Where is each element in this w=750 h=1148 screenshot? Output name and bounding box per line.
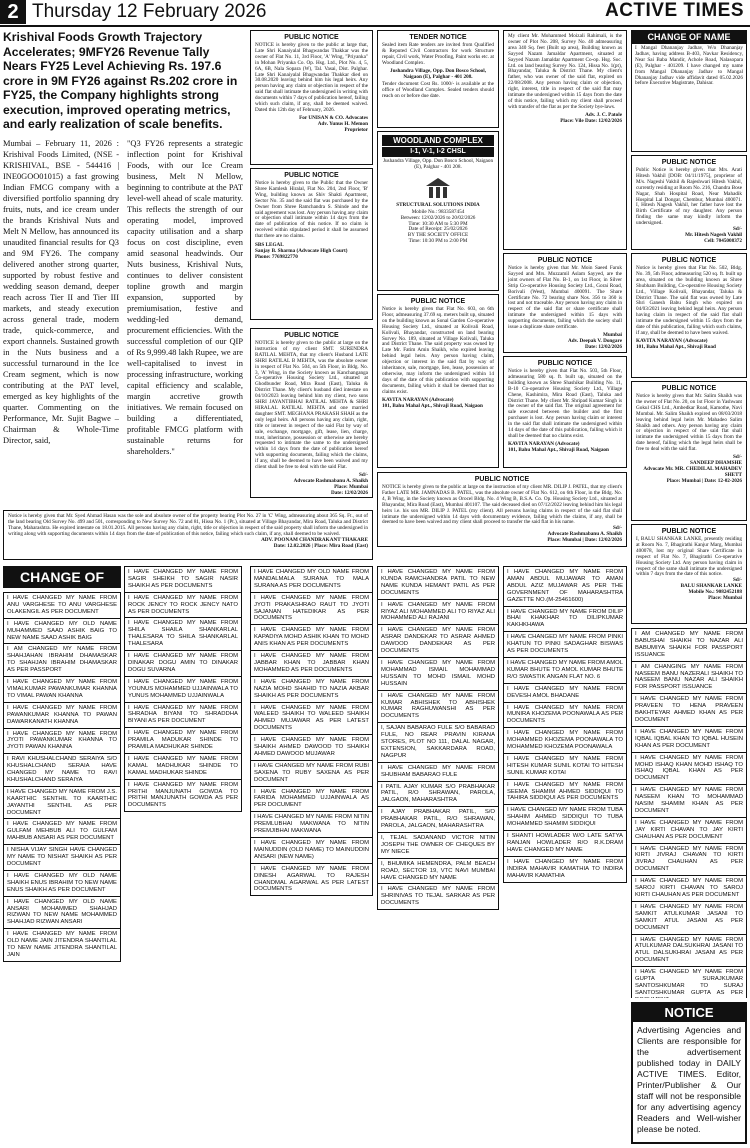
disclaimer-body: Advertising Agencies and Clients are responsible for the advertisement published today in DAILY ACTIVE TIMES. Editor, Printer/Publisher & Our staff will not be responsible for any advertising agency Readers and Well-wisher please be noted.	[637, 1025, 741, 1134]
notice-signature: KAVITA NARAYAN (Advocate) 101, Bahu Mahal Apt., Shivaji Road, Naigaon	[508, 440, 609, 453]
coc-list-item: I HAVE CHANGED MY NAME FROM MOHAMMAD ISMAIL MOHAMMAD HUSSAIN TO MOHD ISMAIL MOHD HUSSAIN	[377, 658, 499, 691]
coc-list-item: I HAVE CHANGED MY NAME FROM JAY KIRTI CHAVAN TO JAY KIRTI CHAUHAN AS PER DOCUMENT	[631, 818, 747, 844]
coc-list-item: I HAVE CHANGED MY NAME FROM OLD NAME JAIN JITENDRA SHANTILAL TO NEW NAME JITENDRA SHANTILAL JAIN	[3, 929, 121, 962]
coc-list-item: I HAVE CHANGED MY NAME FROM TUBA SHAHIM AHMED SIDDIQUI TO TUBA MOHAMMED SHAMIM SIDDIQUI	[503, 805, 627, 831]
lead-body-right: "Q3 FY26 represents a strategic inflection point for Krishival Foods, with our Ice Cream business, Melt N Mellow, beginning to contribute at the PAT level-well ahead of scale maturity. This reflects the strength of our operating model, improved capacity utilisation and a sharp focus on cost discipline, even amid seasonal headwinds. Our Nuts business, Krishival Nuts, continues to deliver consistent topline growth and margin expansion, supported by premiumisation, festive and wedding-led demand, procurement efficiencies. With the successful completion of our QIP of Rs 9,999.48 lakh Rupee, we are well-capitalised to invest in processing infrastructure, working capital efficiency and scalable, margin accretive growth initiatives. We remain focused on building a differentiated, profitable FMCG platform with sustainable returns for shareholders."	[127, 138, 243, 456]
coc-column-3	[250, 566, 373, 1142]
coc-list-item: I HAVE CHANGED MY NAME FROM GULFAM MEHBUB ALI TO GULFAM MAHBUB ANSARI AS PER DOCUMENT	[3, 819, 121, 845]
coc-list-item: I, BHUMIKA HEMENDRA, PALM BEACH ROAD, SECTOR 19, VTC NAVI MUMBAI HAVE CHANGED MY NAME	[377, 859, 499, 885]
coc-list-item: I HAVE CHANGED MY NAME FROM DILIP BHAI KHAKHAR TO DILIPKUMAR KAKHKHAWA	[503, 607, 627, 633]
coc-list-item: I HAVE CHANGED MY NAME FROM JYOTI PAWANKUMAR KHANNA TO JYOTI PAWAN KHANNA	[3, 729, 121, 755]
notice-title: PUBLIC NOTICE	[284, 332, 339, 339]
coc-list-item: I HAVE CHANGED MY NAME FROM FARIDA MOHAMMED UJJAINWALA AS PER DOCUMENT	[250, 787, 373, 813]
notice-col4-9	[503, 356, 627, 468]
notice-signature: Sd/- SANDEEP DHAMSHE Advocate Mr. MR. CHEDILAL MAHADEV SHETT Place: Mumbai | Date: 12-02-2026	[643, 454, 742, 484]
coc-list-item: I HAVE CHANGED MY NAME FROM SEEMA SHAMIM AHMED SIDDIQUI TO TAHIRA SIDDIQUI AS PER DOCUMENTS	[503, 780, 627, 806]
coc-list-item: I RAVI KHUSHALCHAND SERAIYA S/O KHUSHALCHAND SERAIA HAVE CHANGED MY NAME TO RAVI KHUSHALCHAND SERAIYA	[3, 754, 121, 787]
notice-body: NOTICE is hereby given to the public at large on the instruction of my client SMT. SURENDRA RATILAL MEHTA, that my client's Husband LATE SHRI RATILAL B MEHTA, was the absolute owner in respect of Flat No. 504, on 5th Floor, in Bldg. No. 3, 'A' Wing, in the Society known as Kanchanganga Co-operative Housing Society Ltd., situated at Ghodbunder Road, Mira Road (East), Taluka & District Thane. My client's husband died intestate on 04/10/2023 leaving behind him my client, two sons SHRI JAYANTIBHAI RATILAL MEHTA & SHRI HIRALAL RATILAL MEHTA and one married daughter SMT. MEGHANA PRAKASH SHAH as the only legal heirs. All persons having any claim, right, title or interest in respect of the said Flat by way of sale, exchange, mortgage, gift, lease, lien, charge, trust, inheritance, possession or otherwise are hereby requested to intimate the same to the undersigned within 14 days from the date of publication hereof with supporting documents, failing which the claims, if any, shall be deemed to have been waived and my client shall be free to deal with the said Flat.	[255, 340, 368, 471]
coc-list-item: I HAVE CHANGED MY NAME FROM SAMKIT ATULKUMAR JASANI TO SAMKIT ATUL JASANI AS PER DOCUMENT	[631, 902, 747, 935]
coc-list-item: I HAVE CHANGED MY OLD NAME FROM MANDALMALA SURANA TO MALA SURANA AS PER DOCUMENTS	[250, 566, 373, 593]
coc-list-item: I HAVE CHANGED MY OLD NAME MUHAMMED SAAD ASHIK BAIG TO NEW NAME SAAD ASHIK BAIG	[3, 619, 121, 645]
notice-body: Notice is hereby given that Flat No. 603, on 6th Floor, admeasuring 37.69 sq. meters built up, situated on the building known as Sonal Garden Co-operative Housing Society Ltd., situated at Kolivali Road, Kolivali, Bhayandar, constructed on land bearing Survey No. 189, situated at Village Kolivali, Taluka and District Thane. The said property was owned by Late Mr. Fatim Amin Shaikh, who expired leaving behind legal heirs. Any person having claim, objection or interest in the said flat by way of inheritance, sale, mortgage, lien, lease, possession or otherwise, may inform the undersigned within 14 days of the date of this publication with supporting documents, failing which it shall be deemed that no claims exist.	[382, 306, 494, 395]
notice-col6-13	[631, 524, 747, 624]
notice-title: PUBLIC NOTICE	[661, 257, 717, 264]
coc-list-item: I HAVE CHANGED MY NAME FROM GUPTA SURAJKUMAR SANTOSHKUMAR TO SURAJ SANTOSHKUMAR GUPTA AS PER	[631, 967, 747, 998]
notice-signature: For UNISAN & CO. Advocates Adv. Yunus H. Memon Proprietor	[299, 114, 368, 133]
coc-list-item: I HAVE CHANGED MY NAME FROM PRITHI MANJUNATH GOWDA TO PRITHI MANJUNATH GOWDA AS PER DOCUMENTS	[124, 780, 242, 813]
tender-badge: WOODLAND COMPLEX	[382, 135, 494, 146]
coc-list-item: I, SAJAN BABARAO FULE S/O BABARAO FULE, NO REAR PRAVIN KIRANA STORES, PLOT NO 111, DALAL NAGAR, EXTENSION, SAKKARDARA ROAD, NAGPUR	[377, 723, 499, 763]
notice-col4-7	[503, 30, 627, 250]
issue-date: Thursday 12 February 2026	[32, 1, 267, 22]
coc-list-item: I HAVE CHANGED MY NAME FROM DINESH AGARWAL TO RAJESH CHANDMAL AGARWAL AS PER LATEST DOCUMENTS	[250, 864, 373, 897]
notice-body: Notice is hereby given to the Public that the Owner Shree Kamlesh Hiralal, Flat No. 204, 2nd Floor, 'B' Wing, building known as Shiv Shakti Apartment, Sector No. 35 and the said flat was purchased by the Owner from Shree Ramchandra S. Shinde and the said agreement was lost. Any person having any claim or objection shall intimate within 14 days from the date of publication of this notice. If no claim is received within stipulated period it shall be assumed that there are no claims.	[255, 180, 368, 240]
notice-body: NOTICE is hereby given to the public at large that, Late Shri Kanaiyalal Bhagwandas Thakkar was the owner of Flat No. 11, 3rd Floor, 'A' Wing, "Priyanka" in Mohan Priyanka Co. Op. Hsg. Ltd., Plot No. 4, 5, 6A, 6B, Nala Sopara (W), Tal. Vasai, Dist. Palghar. Late Shri Kanaiyalal Bhagwandas Thakkar died on 30.08.2020 leaving behind him his legal heirs. Any person having any claim or objection in respect of the said flat shall intimate the undersigned in writing with documents within 7 days of publication hereof, failing which such claim, if any, shall be deemed waived. Dated this 12th day of February, 2026.	[255, 42, 368, 113]
coc-list-item: I HAVE CHANGED MY NAME FROM ANU VARGHESE TO ANU VARGHESE OLAKENGIL AS PER DOCUMENT	[3, 592, 121, 619]
notice-signature: ADV. POONAM CHANDRAKANT THAKARE Date: 12.02.2026 | Place: Mira Road (East)	[261, 536, 368, 549]
coc-list-item: I HAVE CHANGED MY NAME FROM KUNDA RAMCHANDRA PATIL TO NEW NAME KUNDA HEMANT PATIL AS PER DOCUMENTS	[377, 566, 499, 600]
coc-column-5	[503, 566, 627, 1142]
coc-list-item: I HAVE CHANGED MY NAME FROM ASRAR DANDEKAR TO ASRAR AHMED DAWOOD DANDEKAR AS PER DOCUMENTS	[377, 625, 499, 658]
notice-body: Notice is hereby given that Mr. Salim Shaikh was the owner of Flat No. 20, on 1st Floor in Yashwant Gokul CHS Ltd., Ambedkar Road, Kamothe, Navi Mumbai. Mr. Salim Shaikh expired on 08/03/2018 leaving behind legal heirs Mr. Mahadeo Salim Shaikh and others. Any person having any claim or objection in respect of the said flat shall intimate the undersigned within 15 days from the date hereof, failing which the legal heirs shall be free to deal with the said flat.	[636, 393, 742, 453]
coc-list-item: I HAVE CHANGED MY NAME FROM SAROJ KIRTI CHAVAN TO SAROJ KIRTI CHAUHAN AS PER DOCUMENT	[631, 876, 747, 902]
coc-list-item: I HAVE CHANGED MY NAME FROM ATULKUMAR DALSUKHRAI JASANI TO ATUL DALSUKHRAI JASANI AS PER DOCUMENT	[631, 935, 747, 968]
notice-title: PUBLIC NOTICE	[474, 476, 530, 483]
notice-title: PUBLIC NOTICE	[661, 528, 717, 535]
coc-list-item: I HAVE CHANGED MY NAME FROM AMAN ABDUL MUJAWAR TO AMAN ABDUL AZIZ MUJAWAR AS PER THE GOVERNMENT OF MAHARASHTRA GAZETTE NO.(M-25461600)	[503, 566, 627, 607]
coc-list-item: I HAVE CHANGED MY NAME FROM IQBAL IQBAL KHAN TO IQBAL HUSEIN KHAN AS PER DOCUMENT	[631, 727, 747, 753]
coc-list-item: I HAVE CHANGED MY NAME FROM YOUNUS MOHAMMED UJJAINWALA TO YUNUS MOHAMMED UJJAINWALA	[124, 677, 242, 703]
coc-list-item: I HAVE CHANGED MY NAME FROM RUBI SAXENA TO RUBY SAXENA AS PER DOCUMENT	[250, 761, 373, 787]
coc-list-item: I HAVE CHANGED MY NAME FROM MAINUDDIN (OLD NAME) TO MAINUDDIN ANSARI (NEW NAME)	[250, 838, 373, 864]
lead-article	[3, 30, 243, 506]
notice-title: PUBLIC NOTICE	[537, 257, 593, 264]
notice-body: NOTICE is hereby given to the public at large on the instruction of my client MR. DILIP J. PATEL, that my client's Father LATE MR. JAMNADAS B. PATEL, was the absolute owner of Flat No. 612, on 6th Floor, in the Bldg. No. 4, B Wing, in the Society known as Orocel Bldg. No. 4 Wing B, B.S.A. Co. Op. Housing Society Ltd., situated at Bhayandar, Mira Road (East), Mumbai 401107. The said deceased died on 07/12/2022 leaving behind him his legal heirs i.e. his son MR. DILIP J. PATEL (my client). All persons having claims in respect of the said flat shall intimate the undersigned within 14 days with documentary evidence, failing which the claims, if any, shall be deemed to have been waived and my client shall proceed to transfer the said flat in his name.	[382, 484, 622, 526]
notice-title: PUBLIC NOTICE	[537, 360, 593, 367]
coc-column-2	[124, 566, 242, 1142]
coc-list-item: I HAVE CHANGED MY NAME FROM SHRADHA BIYANI TO SHRADDHA BIYANI AS PER DOCUMENT	[124, 703, 242, 729]
coc-list-item: I HAVE CHANGED MY NAME FROM KUMAR ABHISHEK TO ABHISHEK KUMAR RAGHUWANSHI AS PER DOCUMENTS	[377, 691, 499, 724]
disclaimer-notice	[631, 1002, 747, 1144]
notice-col2-3	[250, 328, 373, 498]
coc-list-item: I HAVE CHANGED MY NAME FROM NAZIA MOHD SHAHID TO NAZIA AKBAR SHAIKH AS PER DOCUMENTS	[250, 677, 373, 703]
coc-list-item: I HAVE CHANGED MY NAME FROM ROCK JENCY TO ROCK JENCY NATO AS PER DOCUMENTS	[124, 593, 242, 619]
lead-body-left: Mumbai – February 11, 2026 : Krishival Foods Limited, (NSE - KRISHIVAL, BSE - 544416 | INE0GOO01015) a fast growing Indian FMCG company with a diversified portfolio spanning dry fruits, nuts, and ice cream under the brands Krishival Nuts and Melt N Mellow, has announced its unaudited financial results for Q3 and 9M FY26. The company delivered another strong quarter, supported by robust festive and wedding season demand, deeper reach across Tier II and Tier III markets, and steady execution across general trade, modern trade, quick-commerce, and export channels. Sustained growth in the Nuts business and a successful turnaround in the Ice Cream segment, which is now contributing at the PAT level, emerged as key highlights of the quarter. Commenting on the Performance, Mr. Sujit Bagwe – Chairman & Whole-Time Director, said,	[3, 138, 119, 445]
notice-col5-11	[631, 253, 747, 378]
notice-signature: Sd/- BALU SHANKAR LANKE Mobile No.: 9082452188 Place: Mumbai	[680, 577, 742, 602]
notice-signature: SBS LEGAL Sanjay B. Sharma (Advocate High Court) Phone: 7769822770	[255, 242, 348, 260]
consultant-details: Mobile No.: 9833587454 Between: 12/02/2026 to 20/02/2026 Time: 10:30 AM to 5:30 PM Date of Receipt: 25/02/2026 BY THE SOCIETY OFFICE Time: 10:30 PM to 2:00 PM	[400, 208, 476, 245]
coc-list-item: I HAVE CHANGED MY NAME FROM NITIN PREMLUBHAI MAKWANA TO NITIN PREMJIBHAI MAKWANA	[250, 812, 373, 838]
coc-list-item: I HAVE CHANGED MY OLD NAME ANSARI MOHAMMED SHAHJAD RIZWAN TO NEW NAME MOHAMMED SHAHJAD RIZWAN ANSARI	[3, 897, 121, 930]
tender-notice	[377, 30, 499, 128]
building-icon	[424, 176, 452, 200]
notice-col5-10	[631, 155, 747, 250]
tender-title: TENDER NOTICE	[409, 34, 467, 41]
coc-list-item: I HAVE CHANGED MY NAME FROM SAGIR SHEIKH TO SAGIR NASIR SHAIKH AS PER DOCUMENTS	[124, 566, 242, 593]
coc-list-item: I HAVE CHANGED MY NAME FROM KIRTI JIVRAJ CHAVAN TO KIRTI JIVRAJ CHAUHAN AS PER DOCUMENT	[631, 844, 747, 877]
coc-list-item: I HAVE CHANGED MY NAME FROM MUNIRA KHOZEMA POONAWALA AS PER DOCUMENTS	[503, 703, 627, 729]
coc-list-item: I PATIL AJAY KUMAR S/O PRABHAKAR PATIL, R/O SHRAWAN, PAROLA, JALGAON, MAHARASHTRA	[377, 782, 499, 808]
coc-list-item: I HAVE CHANGED MY NAME FROM JYOTI PRAKASHRAO RAUT TO JYOTI SAJANAN HATEDIKAR AS PER DOCUMENTS	[250, 593, 373, 626]
coc-list-item: I HAVE CHANGED MY NAME FROM SHUBHAM BABARAO FULE	[377, 763, 499, 782]
coc-list-item: I, TEJAL SADANAND VICTOR NITIN JOSEPH THE OWNER OF CHEQUES BY MY NIECE	[377, 833, 499, 859]
coc-body: I Mangal Dhananjay Jadhav, W/o Dhananjay Jadhav, having address B-403, Navkar Residency, Near Sai Baba Mandir, Achole Road, Nalasopara (E), Palghar - 401209. I have changed my name from Mangal Dhananjay Jadhav to Mangal Dhananjay Jadhav vide affidavit dated 05.02.2026 before Executive Magistrate, Dahisar.	[635, 45, 743, 87]
coc-list-item: I HAVE CHANGED MY NAME FROM HITESH KUMAR SUNIL KOTAI TO HITESH SUNIL KUMAR KOTAI	[503, 754, 627, 780]
coc-list-item: I HAVE CHANGED MY NAME FROM PINKI KHATUN TO PINKI SADAGHAR BISWAS AS PER DOCUMENTS	[503, 632, 627, 658]
notice-body: I, BALU SHANKAR LANKE, presently residing at Room No. 7, Bhagirathi Kanjur Marg, Mumbai 400078, lost my original Share Certificate in respect of Flat No. 7, Bhagirathi Co-operative Housing Society Ltd. Any person having claim in respect of the same shall intimate the undersigned within 7 days from the date of this notice.	[636, 536, 742, 578]
coc-column-4	[377, 566, 499, 1142]
lead-headline: Krishival Foods Growth Trajectory Accelerates; 9MFY26 Revenue Tally Nears FY25 Level Achieving Rs. 197.6 crore in 9M FY26 against Rs.202 crore in FY25, the Company highlights strong execution, improved operating metrics, and early realization of scale benefits.	[3, 30, 238, 131]
page-number: 2	[0, 0, 26, 24]
tender-address: Jushandra Village, Opp. Don Bosco School, Naigaon (E), Palghar - 401 208.	[390, 67, 486, 80]
coc-column-1	[3, 592, 121, 1142]
notice-title: PUBLIC NOTICE	[410, 298, 466, 305]
coc-list-item: I HAVE CHANGED MY NAME FROM NASEEM KHAN TO MOHAMMAD NASIM SHAMIM KHAN AS PER DOCUMENT	[631, 785, 747, 818]
consultant-name: STRUCTURAL SOLUTIONS INDIA	[396, 201, 480, 208]
notice-signature: Sd/- Advocate Rashmabanu A. Shaikh Place: Mumbai | Date: 12/02/2026	[547, 525, 622, 544]
coc-banner: CHANGE OF	[3, 566, 121, 588]
notice-body: My client Mr. Mohammed Moizali Rahimali, is the owner of Plot No. 208, Survey No. 40 admeasuring area 340 Sq. feet (Built up area), Building known as Sayyed Nazam Jamaldar Apartment, situated at Sayyed Nazam Jamaldar Apartment Co-op. Hsg. Soc. Ltd. on land bearing Survey No. 124, Hissa No. 1(pt), Bhayandar, Taluka & District Thane. My client's father, who was owner of the said flat, expired on 22/08/2008. Any person having claim or objection, right, interest, title in respect of the said flat may intimate the undersigned within 15 days from the date of this notice, failing which my client shall proceed with transfer of the flat as per the Society bye-laws.	[508, 33, 622, 110]
coc-list-item: I AJAY PRABHAKAR PATIL, S/O PRABHAKAR PATIL, R/O SHRAWAN, PAROLA, JALGAON, MAHARASHTRA	[377, 807, 499, 833]
coc-list-item: I HAVE CHANGED MY NAME FROM PRAVEEN TO HENA PRAVEEN BAKHTEYAR AHMED KHAN AS PER DOCUMENT	[631, 694, 747, 727]
page-header	[0, 0, 750, 24]
coc-list-item: I HAVE CHANGED MY NAME FROM DEVESH AMOL BHADANE	[503, 684, 627, 703]
notice-col2-1	[250, 30, 373, 165]
coc-list-item: I HAVE CHANGED MY NAME FROM J.S. KAARTHIC SENTHIL TO KAARTHIC JAYANTHI SENTHIL AS PER DOCUMENT	[3, 787, 121, 820]
tender-badge-box	[377, 131, 499, 291]
header-rule	[0, 25, 750, 27]
notice-col6-12	[631, 381, 747, 521]
notice-signature: Sd/- Mr. Hitesh Nagesh Vakhil Cell: 7045008372	[685, 226, 742, 244]
structural-logo	[378, 173, 498, 203]
notice-title: PUBLIC NOTICE	[284, 172, 339, 179]
coc-list-item: I AM CHANGED MY NAME FROM SHAHJAHAN IBRAHIM DHAMASKAR TO SHAHJAN IBRAHIM DHAMASKAR AS PER PASSPORT	[3, 644, 121, 677]
coc-list-item: I HAVE CHANGED MY NAME FROM SHRINIVAS TO TEJAL SARKAR AS PER DOCUMENTS	[377, 884, 499, 910]
coc-list-item: I HAVE CHANGED MY NAME FROM SHILA SHAILA SHANKARLAL THALESARA TO SHILA SHANKARLAL THALESARA	[124, 618, 242, 651]
tender-intro: Sealed item Rate tenders are invited from Qualified & Reputed Civil Contractors for work Structure repair, Civil work, Water Proofing, Paint works etc. at Woodland Complex.	[382, 42, 494, 66]
notice-col2-4	[3, 510, 373, 560]
notice-col3-5	[377, 294, 499, 468]
notice-title: PUBLIC NOTICE	[661, 385, 717, 392]
coc-list-item: I HAVE CHANGED MY NAME FROM SHAIKH AHMED DAWOOD TO SHAIKH AHMED DAWOOD MUJAWAR	[250, 735, 373, 761]
notice-body: Public Notice is hereby given that Mrs. Arati Hitesh Vakhil [DOB: 04/11/1975], proprietor of M/s. Nageshi Vakhil & Rajeshwari Hitesh Vakhil, currently residing at Room No. 216, Chandra Bose Nagar, Shah Hospital Road, Near Mahadik Hospital Lal Dongar, Chembur, Mumbai 400071. I, Hitesh Nagesh Vakhil, her father have lost the Birth Certificate of my daughter. Any person finding the same may kindly inform the undersigned.	[636, 167, 742, 227]
coc-list-item: I HAVE CHANGED MY NAME FROM PAWANKUMAR KHANNA TO PAWAN DAWARKANATH KHANNA	[3, 703, 121, 729]
coc-list-item: I SHANTI HOWLADER W/O LATE SATYA RANJAN HOWLADER R/O R.K.DRAM HAVE CHANGED MY NAME	[503, 831, 627, 857]
coc-list-item: I HAVE CHANGED MY NAME FROM DINAKAR DOGU AMIN TO DINAKAR DOGU SUVARNA	[124, 651, 242, 677]
tender-badge-sub: I-1, V-1, I-2 CHSL	[382, 147, 494, 157]
disclaimer-title: NOTICE	[633, 1004, 745, 1022]
coc-list-item: I HAVE CHANGED MY NAME FROM MOHD ISHAQ KHAN MOHD ISHAQ TO ISHAQ IQBAL KHAN AS PER DOCUMENT	[631, 753, 747, 786]
notice-col2-2	[250, 168, 373, 320]
coc-list-item: I HAVE CHANGED MY NAME FROM MOHAMMED KHOZEMA POONAWALA TO MOHAMMED KHOZEMA POONAWALA	[503, 728, 627, 754]
coc-col5	[631, 30, 747, 152]
coc-list-item: I HAVE CHANGED MY NAME FROM KAMAL MADHUKAR SHINDE TO KAMAL MADHUKAR SHINDE	[124, 754, 242, 780]
notice-title: PUBLIC NOTICE	[661, 159, 717, 166]
notice-title: PUBLIC NOTICE	[284, 34, 339, 41]
notice-signature: Adv. J. C. Patole Place: Vile Date: 12/02/2026	[560, 111, 622, 124]
notice-col3-6	[377, 472, 627, 547]
coc-list-item: I HAVE CHANGED MY NAME FROM VIMALKUMAR PAWANKUMAR KHANNA TO VIMAL PAWAN KHANNA	[3, 677, 121, 703]
coc-list-item: I HAVE CHANGED MY NAME FROM RIYAZ ALI MOHAMMED ALI TO RIYAZ ALI MOHAMMED ALI RAJANI	[377, 600, 499, 626]
coc-list-item: I HAVE CHANGED MY NAME FROM PRAMILA MADUKAR SHINDE TO PRAMILA MADHUKAR SHINDE	[124, 728, 242, 754]
coc-column-6	[631, 628, 747, 998]
coc-list-item: I HAVE CHANGED MY NAME FROM KAPADIYA MOHD ASHIK KHAN TO MOHD ANIS KHAN AS PER DOCUMENTS	[250, 625, 373, 651]
coc-list-item: I HAVE CHANGED MY NAME FROM WALEED SHAIKH TO WALEED SHAIKH AHMED MUJAWAR AS PER LATEST DOCUMENTS	[250, 703, 373, 736]
notice-signature: Mumbai Adv. Deepak V. Dongare Date: 12/02/2026	[567, 331, 622, 350]
coc-list-item: I AM CHANGING MY NAME FROM NASEEM BANU NAZERALI SHAIKH TO NASEEM BANU NAZAR ALI SHAIKH FOR PASSPORT ISSUANCE	[631, 662, 747, 695]
coc-list-item: I NISHA VIJAY SINGH HAVE CHANGED MY NAME TO NISHAT SHAIKH AS PER DOCUMENT	[3, 845, 121, 871]
notice-col4-8	[503, 253, 627, 353]
notice-body: Notice is hereby given that Mr. Moin Saeed Faruk Sayyed and Mrs. Muzzamil Aslam Sayyed, are the joint owners of Flat No. B-1, on 1st Floor, in Silver Strip Co-operative Housing Society Ltd., Gorai Road, Borivali (West), Mumbai 400091. The Share Certificate No. 72 bearing share Nos. 356 to 360 is lost and not traceable. Any person having any claim in respect of the said flat or share certificate shall intimate the undersigned within 15 days with supporting documents, failing which the society shall issue a duplicate share certificate.	[508, 265, 622, 331]
notice-signature: KAVITA NARAYAN (Advocate) 101, Bahu Mahal Apt., Shivaji Road	[636, 337, 716, 350]
tender-sub-address: Jushandra Village, Opp. Don Bosco School, Naigaon (E), Palghar - 401 208.	[382, 158, 494, 170]
coc-title: CHANGE OF NAME	[632, 31, 746, 44]
tender-body: Tender document Cost Rs. 1000/- is available at the office of Woodland Complex. Sealed tenders should reach on or before due date.	[382, 81, 494, 100]
notice-body: Notice is hereby given that Flat No. 502, Bldg. No. 39, 5th Floor, admeasuring 520 sq. ft. built up area, situated on the building known as Shree Shubham Building, Co-operative Housing Society Ltd., Village Kolivali, Bhayandar, Taluka & District Thane. The said flat was owned by Late Shri Ganesh Babu Singh who expired on 04/03/2021 leaving behind legal heirs. Any person having claim in respect of the said flat shall intimate the undersigned within 15 days from the date of this publication, failing which such claims, if any, shall be deemed to have been waived.	[636, 265, 742, 336]
coc-list-item: I HAVE CHANGED MY OLD NAME SHAIKH ENUS IBRAHIM TO NEW NAME ENUS SHAIKH AS PER DOCUMENT	[3, 871, 121, 897]
notice-body: Notice is hereby given that Flat No. 503, 5th Floor, admeasuring 580 sq. ft. built up, situated on the building known as Shree Shashikar Building No. 11, B-10 Co-operative Housing Society Ltd., Village Chene, Kashimira, Mira Road (East), Taluka and District Thane. My client Mr. Shripad Kumar Singh is the owner of the said flat. The original agreement for sale executed between the builder and the first purchaser is lost. Any person having claim or interest in the said flat shall intimate the undersigned within 14 days of the date of this publication, failing which it shall be deemed that no claims exist.	[508, 368, 622, 439]
coc-list-item: I HAVE CHANGED MY NAME FROM INDIRA MAHAVIR KAMATHIA TO INDIRA MAHAVIR KAMATHIA	[503, 857, 627, 883]
coc-list-item: I AM CHANGED MY NAME FROM BABUSHAI SHAIKH TO NAZAR ALI BABUMIYA SHAIKH FOR PASSPORT ISSUANCE	[631, 628, 747, 662]
notice-signature: KAVITA NARAYAN (Advocate) 101, Bahu Mahal Apt., Shivaji Road, Naigaon	[382, 396, 483, 409]
notice-body: Notice is hereby given that Mr. Syed Ahmad Hasan was the sole and absolute owner of the property bearing Plot No. 27 in 'C' Wing, admeasuring about 365 Sq. Ft., out of the land bearing Old Survey No. 499 and 501, corresponding to New Survey No. 72 and 81, Hissa No. 1 (Pt.), situated at Village Bhayandar, Mira Road, Taluka and District Thane, Maharashtra. He expired intestate on 18.01.2015. All persons having any claim, right, title or objection in respect of the said property shall inform the undersigned in writing along with supporting documents within 14 days from the date of publication of this notice, failing which such claim, if any, shall deemed to be waived.	[8, 513, 368, 537]
newspaper-brand: ACTIVE TIMES	[604, 0, 744, 21]
coc-list-item: I HAVE CHANGED MY NAME FROM JABBAR KHAN TO JABBAR KHAN MOHAMMED AS PER DOCUMENTS	[250, 651, 373, 677]
notice-signature: Sd/- Advocate Rashmabanu A. Shaikh Place: Mumbai Date: 12/02/2026	[293, 471, 368, 496]
coc-list-item: I HAVE CHANGED MY NAME FROM AMOL KUMAR BHUTE TO AMOL KUMAR BHUTE R/O SWASTIK ANGAN FLAT NO. 6	[503, 658, 627, 684]
